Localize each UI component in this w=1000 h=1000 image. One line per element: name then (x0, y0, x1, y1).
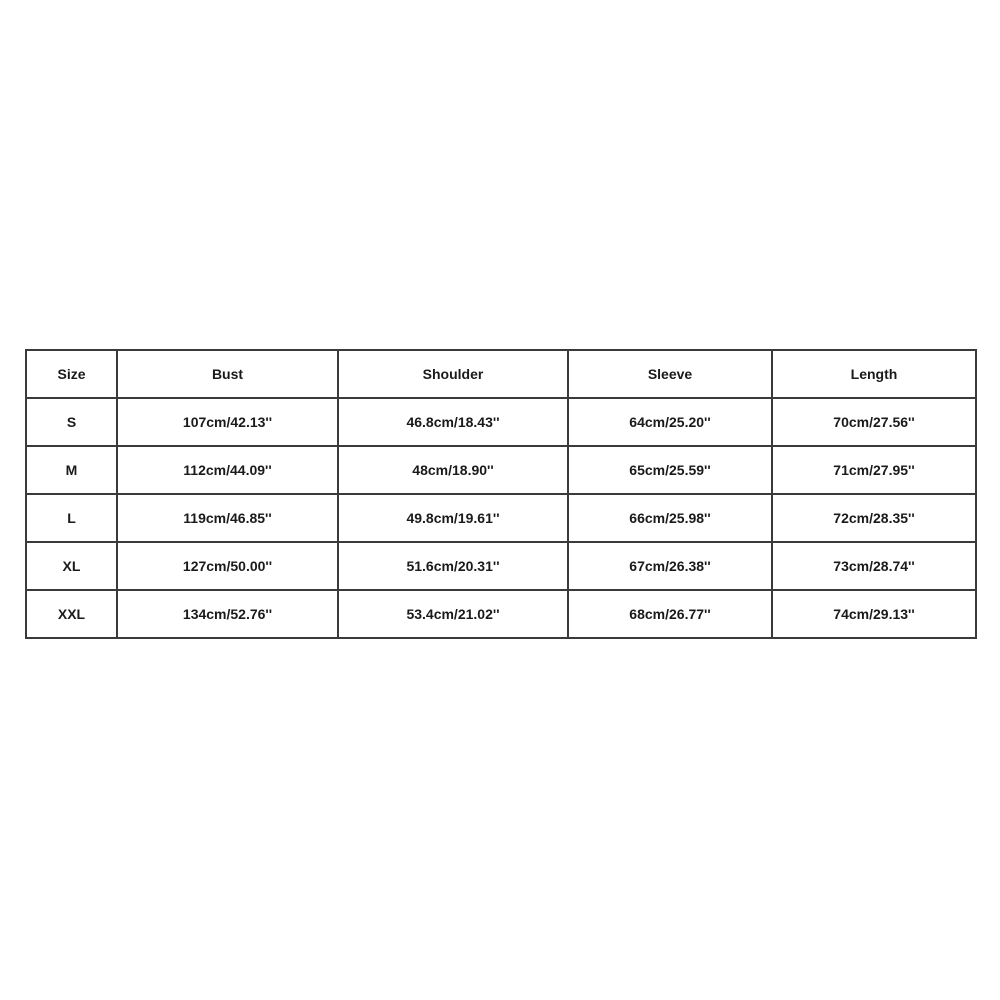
header-length: Length (772, 350, 976, 398)
cell-sleeve: 68cm/26.77'' (568, 590, 772, 638)
table-row (26, 446, 976, 494)
header-size: Size (26, 350, 117, 398)
cell-sleeve: 64cm/25.20'' (568, 398, 772, 446)
cell-bust: 119cm/46.85'' (117, 494, 338, 542)
size-chart-table (25, 349, 977, 639)
cell-shoulder: 51.6cm/20.31'' (338, 542, 568, 590)
cell-bust: 112cm/44.09'' (117, 446, 338, 494)
header-bust: Bust (117, 350, 338, 398)
cell-length: 74cm/29.13'' (772, 590, 976, 638)
cell-size: XL (26, 542, 117, 590)
cell-size: M (26, 446, 117, 494)
header-shoulder: Shoulder (338, 350, 568, 398)
cell-sleeve: 67cm/26.38'' (568, 542, 772, 590)
cell-bust: 134cm/52.76'' (117, 590, 338, 638)
cell-shoulder: 53.4cm/21.02'' (338, 590, 568, 638)
cell-sleeve: 66cm/25.98'' (568, 494, 772, 542)
cell-length: 71cm/27.95'' (772, 446, 976, 494)
cell-shoulder: 49.8cm/19.61'' (338, 494, 568, 542)
table-row (26, 542, 976, 590)
table-row (26, 494, 976, 542)
header-sleeve: Sleeve (568, 350, 772, 398)
cell-sleeve: 65cm/25.59'' (568, 446, 772, 494)
table-row (26, 590, 976, 638)
cell-length: 72cm/28.35'' (772, 494, 976, 542)
cell-length: 70cm/27.56'' (772, 398, 976, 446)
table-row (26, 398, 976, 446)
cell-size: S (26, 398, 117, 446)
cell-bust: 127cm/50.00'' (117, 542, 338, 590)
cell-size: L (26, 494, 117, 542)
cell-length: 73cm/28.74'' (772, 542, 976, 590)
cell-bust: 107cm/42.13'' (117, 398, 338, 446)
cell-shoulder: 48cm/18.90'' (338, 446, 568, 494)
cell-shoulder: 46.8cm/18.43'' (338, 398, 568, 446)
header-row (26, 350, 976, 398)
cell-size: XXL (26, 590, 117, 638)
